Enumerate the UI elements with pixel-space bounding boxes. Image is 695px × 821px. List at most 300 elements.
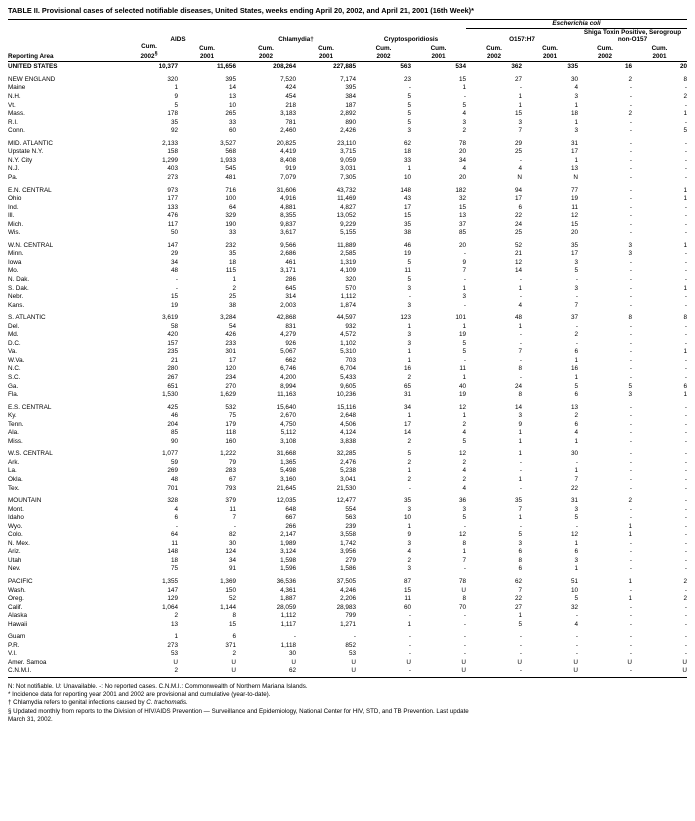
row-value: 2 — [574, 412, 578, 420]
row-value: 270 — [225, 382, 236, 390]
row-value: - — [629, 284, 632, 292]
table-row — [8, 458, 687, 467]
row-value: 286 — [285, 275, 296, 283]
row-value: 3,619 — [162, 314, 178, 322]
row-value: 3 — [407, 331, 411, 339]
row-value: - — [684, 458, 687, 466]
row-value: 11,656 — [216, 63, 236, 71]
row-value: 2 — [683, 578, 687, 586]
row-value: 6 — [232, 633, 236, 641]
row-value: - — [684, 420, 687, 428]
row-value: - — [684, 484, 687, 492]
row-value: 5 — [407, 110, 411, 118]
row-value: 2 — [407, 556, 411, 564]
row-value: 22 — [514, 212, 522, 220]
row-value: 3,715 — [340, 148, 356, 156]
row-area-label: MID. ATLANTIC — [8, 139, 53, 147]
row-value: - — [684, 450, 687, 458]
row-value: U — [173, 658, 178, 666]
row-value: 28,983 — [336, 603, 356, 611]
row-value: 9 — [518, 420, 522, 428]
row-value: 8 — [628, 314, 632, 322]
row-value: 12 — [458, 403, 466, 411]
row-value: - — [519, 641, 522, 649]
row-value: 267 — [167, 373, 178, 381]
table-row — [8, 220, 687, 229]
row-value: 570 — [345, 284, 356, 292]
row-value: 178 — [167, 110, 178, 118]
header-row-columns — [8, 43, 687, 60]
row-value: - — [629, 437, 632, 445]
row-value: - — [575, 612, 578, 620]
table-row — [8, 632, 687, 641]
row-value: 4 — [518, 301, 522, 309]
row-value: 5,310 — [340, 348, 356, 356]
row-value: - — [684, 203, 687, 211]
row-value: 1 — [407, 620, 411, 628]
row-value: - — [629, 641, 632, 649]
row-value: - — [575, 641, 578, 649]
row-value: 4,750 — [280, 420, 296, 428]
row-value: 34 — [403, 403, 411, 411]
col-o157-cum2001: Cum. 2001 — [542, 45, 558, 60]
row-area-label: E.N. CENTRAL — [8, 186, 52, 194]
row-value: 10 — [228, 101, 236, 109]
row-value: 7 — [462, 267, 466, 275]
row-value: - — [629, 195, 632, 203]
row-value: - — [575, 633, 578, 641]
col-shiga-cum2001: Cum. 2001 — [651, 45, 668, 60]
row-value: - — [629, 186, 632, 194]
row-value: 60 — [403, 603, 411, 611]
row-value: 15 — [458, 203, 466, 211]
row-value: 147 — [167, 241, 178, 249]
row-value: 20,825 — [276, 139, 296, 147]
row-value: 124 — [225, 548, 236, 556]
row-value: 19 — [570, 195, 578, 203]
row-value: 1,117 — [280, 620, 296, 628]
row-value: 799 — [345, 612, 356, 620]
row-value: 6 — [574, 348, 578, 356]
row-value: 1 — [462, 373, 466, 381]
row-value: 1,299 — [162, 156, 178, 164]
row-value: 37 — [570, 314, 578, 322]
row-value: 64 — [170, 531, 178, 539]
row-value: 5 — [518, 531, 522, 539]
row-value: 31 — [570, 139, 578, 147]
row-value: 7 — [232, 514, 236, 522]
row-value: - — [684, 467, 687, 475]
row-value: 48 — [514, 314, 522, 322]
row-value: 4,124 — [340, 429, 356, 437]
row-value: 11 — [171, 539, 178, 547]
row-value: 38 — [403, 229, 411, 237]
row-value: 1 — [683, 186, 687, 194]
row-area-label: La. — [8, 467, 17, 475]
row-value: 1 — [462, 284, 466, 292]
row-area-label: C.N.M.I. — [8, 667, 32, 675]
row-value: U — [351, 667, 356, 675]
row-area-label: Minn. — [8, 250, 24, 258]
row-area-label: W.N. CENTRAL — [8, 241, 54, 249]
row-value: - — [463, 620, 466, 628]
row-value: - — [629, 212, 632, 220]
row-value: 3 — [574, 258, 578, 266]
row-value: - — [175, 522, 178, 530]
row-value: 3,527 — [220, 139, 236, 147]
row-value: 94 — [514, 186, 522, 194]
row-value: - — [684, 514, 687, 522]
row-value: 5 — [462, 514, 466, 522]
row-area-label: Calif. — [8, 603, 23, 611]
row-value: 534 — [455, 63, 466, 71]
row-value: 12,477 — [336, 497, 356, 505]
table-row — [8, 437, 687, 446]
table-row — [8, 164, 687, 173]
row-value: - — [684, 84, 687, 92]
row-value: 92 — [170, 127, 178, 135]
row-value: 1 — [407, 467, 411, 475]
row-value: 7,305 — [340, 173, 356, 181]
row-value: - — [519, 275, 522, 283]
row-value: 651 — [167, 382, 178, 390]
row-value: 17 — [403, 420, 411, 428]
row-value: 3 — [574, 505, 578, 513]
row-value: 3,160 — [280, 476, 296, 483]
row-value: 17 — [403, 203, 411, 211]
table-header — [8, 20, 687, 62]
row-value: 15 — [228, 620, 236, 628]
row-value: 7 — [462, 556, 466, 564]
row-value: 2 — [628, 497, 632, 505]
row-value: 3 — [462, 293, 466, 301]
row-value: 1 — [407, 322, 411, 330]
row-value: U — [627, 658, 632, 666]
table-row — [8, 666, 687, 675]
row-value: 1 — [518, 514, 522, 522]
row-area-label: Ark. — [8, 458, 20, 466]
row-value: 35 — [228, 250, 236, 258]
row-value: - — [684, 356, 687, 364]
row-value: 3,031 — [340, 165, 356, 173]
row-value: - — [463, 301, 466, 309]
row-area-label: Wis. — [8, 229, 21, 237]
row-value: 160 — [225, 437, 236, 445]
row-value: - — [519, 522, 522, 530]
row-value: 4 — [462, 484, 466, 492]
row-value: 1 — [462, 548, 466, 556]
row-value: - — [463, 612, 466, 620]
row-value: 13 — [458, 212, 466, 220]
row-value: - — [463, 93, 466, 101]
row-value: 100 — [225, 195, 236, 203]
row-value: 9,837 — [280, 220, 296, 228]
table-row — [8, 364, 687, 373]
row-value: 4,572 — [340, 331, 356, 339]
row-value: 15,116 — [337, 403, 356, 411]
row-value: 425 — [167, 403, 178, 411]
row-value: 43 — [403, 195, 411, 203]
row-value: 4,506 — [340, 420, 356, 428]
row-value: 5 — [462, 348, 466, 356]
row-value: 1,989 — [280, 539, 296, 547]
row-area-label: UNITED STATES — [8, 63, 58, 71]
row-value: - — [629, 356, 632, 364]
row-area-label: Ill. — [8, 212, 15, 220]
table-row — [8, 62, 687, 71]
row-value: - — [684, 531, 687, 539]
row-value: 36 — [458, 497, 466, 505]
group-cryptosporidiosis: Cryptosporidiosis — [383, 35, 439, 43]
table-row — [8, 449, 687, 458]
row-value: 18 — [403, 148, 411, 156]
row-value: 218 — [285, 101, 296, 109]
row-value: 5 — [462, 101, 466, 109]
row-value: 4,246 — [340, 586, 356, 594]
row-value: 4 — [462, 110, 466, 118]
row-value: - — [629, 203, 632, 211]
row-value: U — [406, 658, 411, 666]
row-value: - — [629, 556, 632, 564]
header-row-ecoli — [8, 20, 687, 28]
row-value: - — [408, 641, 411, 649]
row-value: 568 — [225, 148, 236, 156]
row-value: 2 — [683, 595, 687, 603]
row-value: 12 — [458, 450, 466, 458]
subgroup-shiga-toxin: Shiga Toxin Positive, Serogroup non-O157 — [583, 28, 682, 44]
row-value: 6 — [518, 548, 522, 556]
row-area-label: Hawaii — [8, 620, 28, 628]
row-value: 4,916 — [280, 195, 296, 203]
row-value: 3 — [462, 505, 466, 513]
row-value: 25 — [514, 148, 522, 156]
row-area-label: Va. — [8, 348, 18, 356]
row-area-label: Ga. — [8, 382, 19, 390]
row-value: 3,617 — [280, 229, 296, 237]
row-value: 21,530 — [336, 484, 356, 492]
row-area-label: S. Dak. — [8, 284, 29, 292]
row-value: 10,236 — [336, 391, 356, 399]
row-value: 5 — [683, 127, 687, 135]
row-value: - — [519, 339, 522, 347]
row-area-label: MOUNTAIN — [8, 497, 42, 505]
row-value: 1,222 — [220, 450, 236, 458]
row-value: 2,476 — [340, 458, 356, 466]
row-value: 46 — [170, 412, 178, 420]
row-value: 8 — [683, 314, 687, 322]
row-value: 4 — [174, 505, 178, 513]
row-value: 48 — [170, 267, 178, 275]
col-reporting-area: Reporting Area — [8, 52, 54, 60]
row-value: 9,566 — [280, 241, 296, 249]
row-value: 662 — [285, 356, 296, 364]
row-value: 2 — [232, 284, 236, 292]
row-value: - — [684, 156, 687, 164]
row-value: 454 — [285, 93, 296, 101]
row-value: 32 — [570, 603, 578, 611]
row-value: 4 — [462, 467, 466, 475]
row-area-label: S.C. — [8, 373, 21, 381]
row-value: - — [575, 650, 578, 658]
row-value: 301 — [225, 348, 236, 356]
table-row — [8, 283, 687, 292]
row-value: - — [408, 84, 411, 92]
row-value: 1 — [518, 476, 522, 483]
row-value: 1 — [683, 348, 687, 356]
row-value: - — [684, 612, 687, 620]
row-value: 75 — [170, 565, 178, 573]
footnote-1: * Incidence data for reporting year 2001 and 2002 are provisional and cumulative (year-to-date). — [8, 691, 271, 699]
row-value: 10 — [403, 514, 411, 522]
row-value: - — [684, 412, 687, 420]
row-value: - — [463, 565, 466, 573]
row-value: 395 — [345, 84, 356, 92]
row-value: 25 — [514, 229, 522, 237]
row-value: - — [684, 293, 687, 301]
row-value: - — [629, 127, 632, 135]
row-value: 919 — [285, 165, 296, 173]
row-value: 31 — [570, 497, 578, 505]
row-value: - — [575, 275, 578, 283]
row-value: 5 — [407, 450, 411, 458]
row-value: 8 — [232, 612, 236, 620]
table-row — [8, 381, 687, 390]
table-body — [8, 62, 687, 675]
row-value: 62 — [403, 139, 411, 147]
row-value: 77 — [570, 186, 578, 194]
row-value: 10,377 — [158, 63, 178, 71]
row-area-label: Fla. — [8, 391, 19, 399]
row-value: 12 — [458, 531, 466, 539]
table-row — [8, 92, 687, 101]
row-value: - — [684, 497, 687, 505]
row-area-label: Mont. — [8, 505, 24, 513]
table-row — [8, 147, 687, 156]
row-value: 53 — [170, 650, 178, 658]
row-value: 1,598 — [280, 556, 296, 564]
row-value: 8 — [462, 539, 466, 547]
row-value: 384 — [345, 93, 356, 101]
row-area-label: V.I. — [8, 650, 17, 658]
row-value: 6 — [574, 548, 578, 556]
row-value: 11 — [404, 267, 411, 275]
row-value: 328 — [167, 497, 178, 505]
row-value: 62 — [514, 578, 522, 586]
table-row — [8, 585, 687, 594]
row-value: 33 — [403, 156, 411, 164]
row-value: 30 — [228, 539, 236, 547]
row-value: - — [684, 403, 687, 411]
row-area-label: Oreg. — [8, 595, 24, 603]
table-row — [8, 649, 687, 658]
row-value: 852 — [345, 641, 356, 649]
row-value: 15 — [458, 75, 466, 83]
row-value: 1 — [683, 391, 687, 399]
row-value: 2 — [462, 420, 466, 428]
row-value: 3,284 — [220, 314, 236, 322]
row-value: 426 — [225, 331, 236, 339]
row-value: 5 — [574, 267, 578, 275]
row-value: - — [684, 229, 687, 237]
row-value: 266 — [285, 522, 296, 530]
row-value: - — [629, 476, 632, 483]
row-area-label: N.J. — [8, 165, 20, 173]
row-value: U — [682, 667, 687, 675]
row-value: 177 — [167, 195, 178, 203]
row-value: - — [684, 258, 687, 266]
row-value: 37 — [458, 220, 466, 228]
table-row — [8, 339, 687, 348]
row-value: 35 — [514, 497, 522, 505]
table-row — [8, 292, 687, 301]
row-value: 34 — [228, 556, 236, 564]
row-value: 3 — [628, 241, 632, 249]
col-shiga-cum2002: Cum. 2002 — [597, 45, 613, 60]
row-value: - — [629, 633, 632, 641]
row-value: - — [629, 301, 632, 309]
row-value: 2 — [407, 476, 411, 483]
row-value: 4,419 — [280, 148, 296, 156]
row-value: 1,629 — [220, 391, 236, 399]
subgroup-o157h7: O157:H7 — [509, 35, 535, 43]
row-value: - — [629, 612, 632, 620]
row-value: 75 — [228, 412, 236, 420]
row-value: - — [684, 641, 687, 649]
row-area-label: Ariz. — [8, 548, 21, 556]
row-value: - — [629, 603, 632, 611]
row-value: - — [684, 556, 687, 564]
row-value: 35 — [570, 241, 578, 249]
row-area-label: Pa. — [8, 173, 18, 181]
row-value: - — [463, 633, 466, 641]
table-row — [8, 258, 687, 267]
row-value: 1,077 — [162, 450, 178, 458]
row-area-label: Maine — [8, 84, 26, 92]
row-value: - — [629, 258, 632, 266]
row-value: 85 — [170, 429, 178, 437]
row-area-label: Vt. — [8, 101, 16, 109]
row-value: 320 — [345, 275, 356, 283]
row-value: 1,144 — [220, 603, 236, 611]
row-area-label: Ohio — [8, 195, 22, 203]
table-row — [8, 466, 687, 475]
row-value: 563 — [400, 63, 411, 71]
row-area-label: N.H. — [8, 93, 21, 101]
row-value: 234 — [225, 373, 236, 381]
table-row — [8, 556, 687, 565]
row-area-label: W.S. CENTRAL — [8, 450, 53, 458]
row-value: 17 — [514, 195, 522, 203]
row-value: 8 — [518, 365, 522, 373]
row-value: 1,355 — [162, 578, 178, 586]
table-row — [8, 547, 687, 556]
table-row — [8, 249, 687, 258]
table-row — [8, 475, 687, 484]
row-value: 37,505 — [336, 578, 356, 586]
row-value: - — [629, 348, 632, 356]
row-value: 2 — [628, 110, 632, 118]
row-value: 20 — [458, 173, 466, 181]
row-value: 36,536 — [276, 578, 296, 586]
row-value: 3 — [574, 93, 578, 101]
row-value: 117 — [167, 220, 178, 228]
row-value: - — [684, 101, 687, 109]
row-value: 19 — [458, 331, 466, 339]
row-value: 1 — [407, 412, 411, 420]
row-value: - — [408, 484, 411, 492]
row-value: 563 — [345, 514, 356, 522]
row-value: - — [684, 373, 687, 381]
